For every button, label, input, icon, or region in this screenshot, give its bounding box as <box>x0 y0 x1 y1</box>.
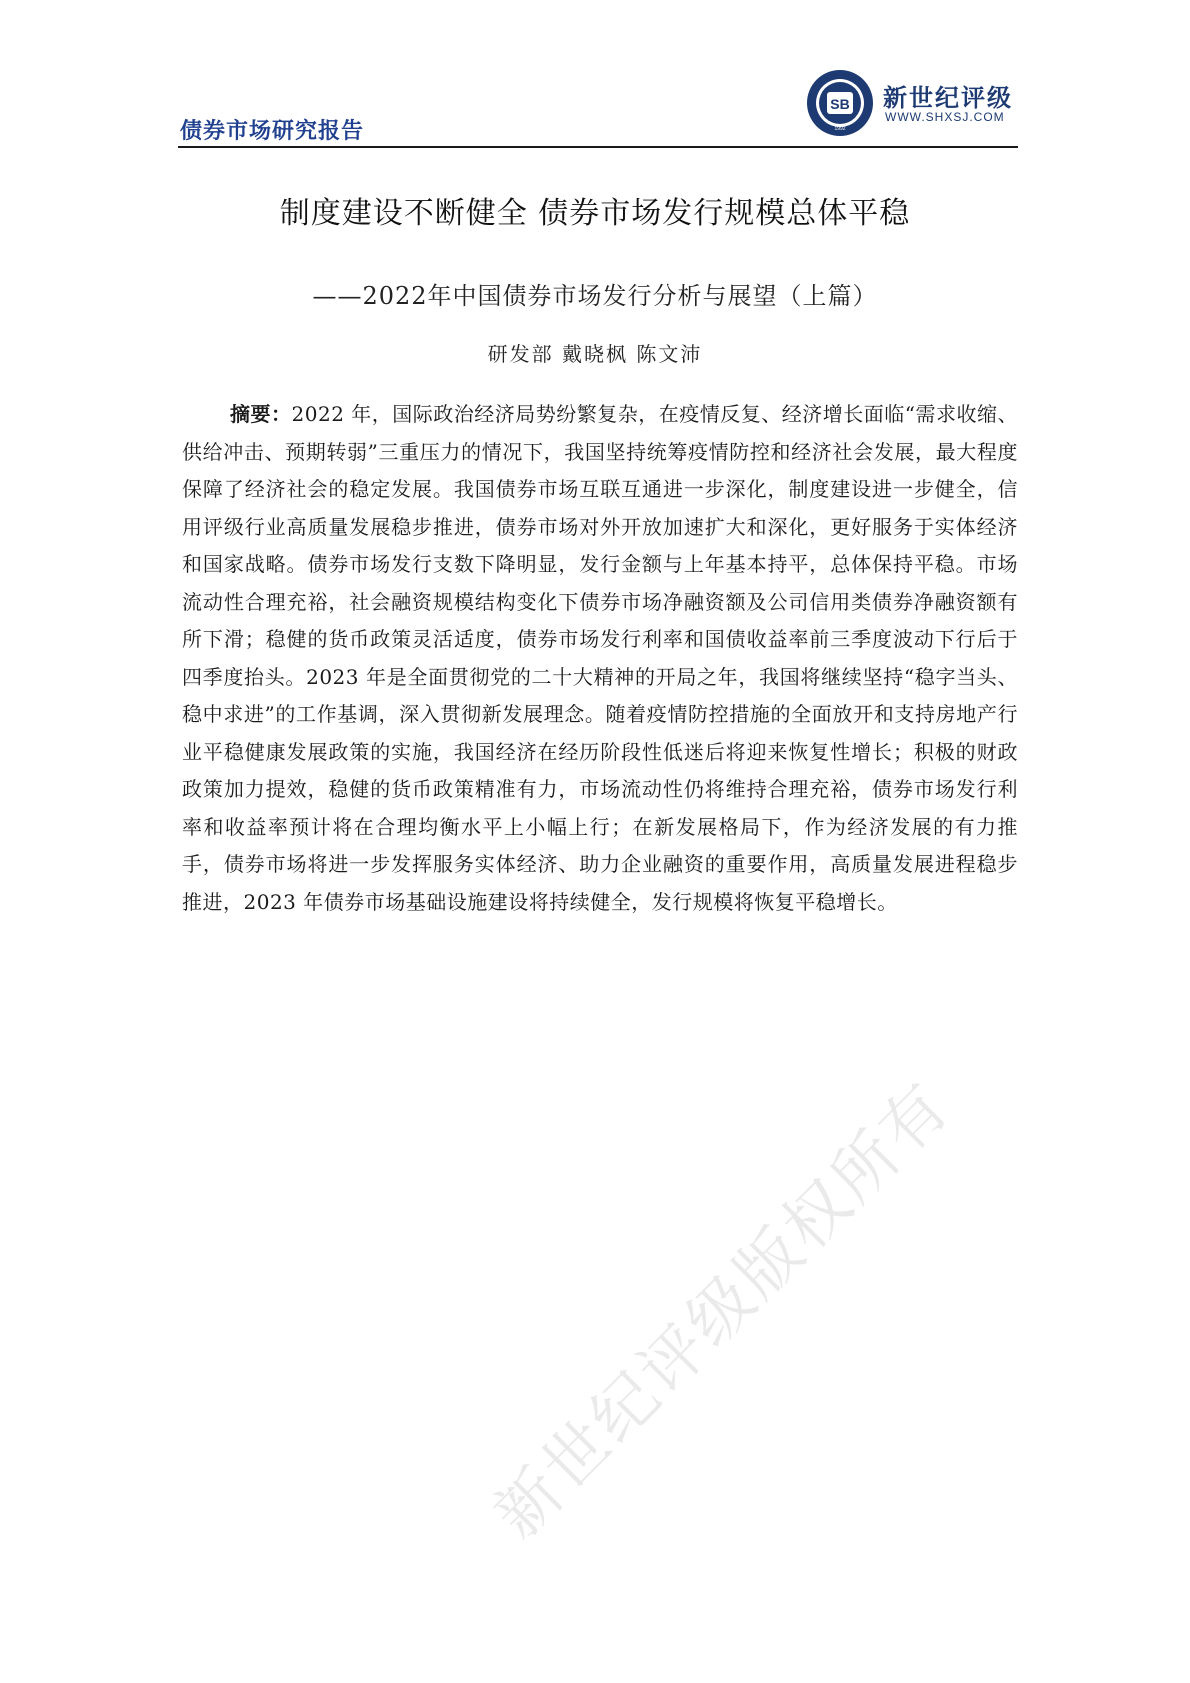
abstract-text: 2022 年，国际政治经济局势纷繁复杂，在疫情反复、经济增长面临“需求收缩、供给冲击、预期转弱”三重压力的情况下，我国坚持统筹疫情防控和经济社会发展，最大程度保障了经济社会的稳定发展。我国债券市场互联互通进一步深化，制度建设进一步健全，信用评级行业高质量发展稳步推进，债券市场对外开放加速扩大和深化，更好服务于实体经济和国家战略。债券市场发行支数下降明显，发行金额与上年基本持平，总体保持平稳。市场流动性合理充裕，社会融资规模结构变化下债券市场净融资额及公司信用类债券净融资额有所下滑；稳健的货币政策灵活适度，债券市场发行利率和国债收益率前三季度波动下行后于四季度抬头。2023 年是全面贯彻党的二十大精神的开局之年，我国将继续坚持“稳字当头、稳中求进”的工作基调，深入贯彻新发展理念。随着疫情防控措施的全面放开和支持房地产行业平稳健康发展政策的实施，我国经济在经历阶段性低迷后将迎来恢复性增长；积极的财政政策加力提效，稳健的货币政策精准有力，市场流动性仍将维持合理充裕，债券市场发行利率和收益率预计将在合理均衡水平上小幅上行；在新发展格局下，作为经济发展的有力推手，债券市场将进一步发挥服务实体经济、助力企业融资的重要作用，高质量发展进程稳步推进，2023 年债券市场基础设施建设将持续健全，发行规模将恢复平稳增长。 <box>182 402 1019 914</box>
abstract-label: 摘要： <box>230 402 292 426</box>
company-logo <box>805 68 1025 138</box>
report-type-label: 债券市场研究报告 <box>180 119 365 144</box>
page-subtitle: ——2022年中国债券市场发行分析与展望（上篇） <box>312 282 878 310</box>
page-title: 制度建设不断健全 债券市场发行规模总体平稳 <box>279 196 911 231</box>
header-divider <box>178 146 1018 148</box>
abstract-paragraph <box>182 396 1018 921</box>
logo-website: WWW.SHXSJ.COM <box>885 110 1005 124</box>
logo-seal-icon <box>805 68 875 138</box>
author-line: 研发部 戴晓枫 陈文沛 <box>487 342 703 366</box>
logo-seal-year: 1992 <box>834 126 846 132</box>
logo-seal-text: SB <box>830 96 850 112</box>
copyright-watermark: 新世纪评级版权所有 <box>480 1067 966 1553</box>
logo-company-name: 新世纪评级 <box>883 84 1013 112</box>
